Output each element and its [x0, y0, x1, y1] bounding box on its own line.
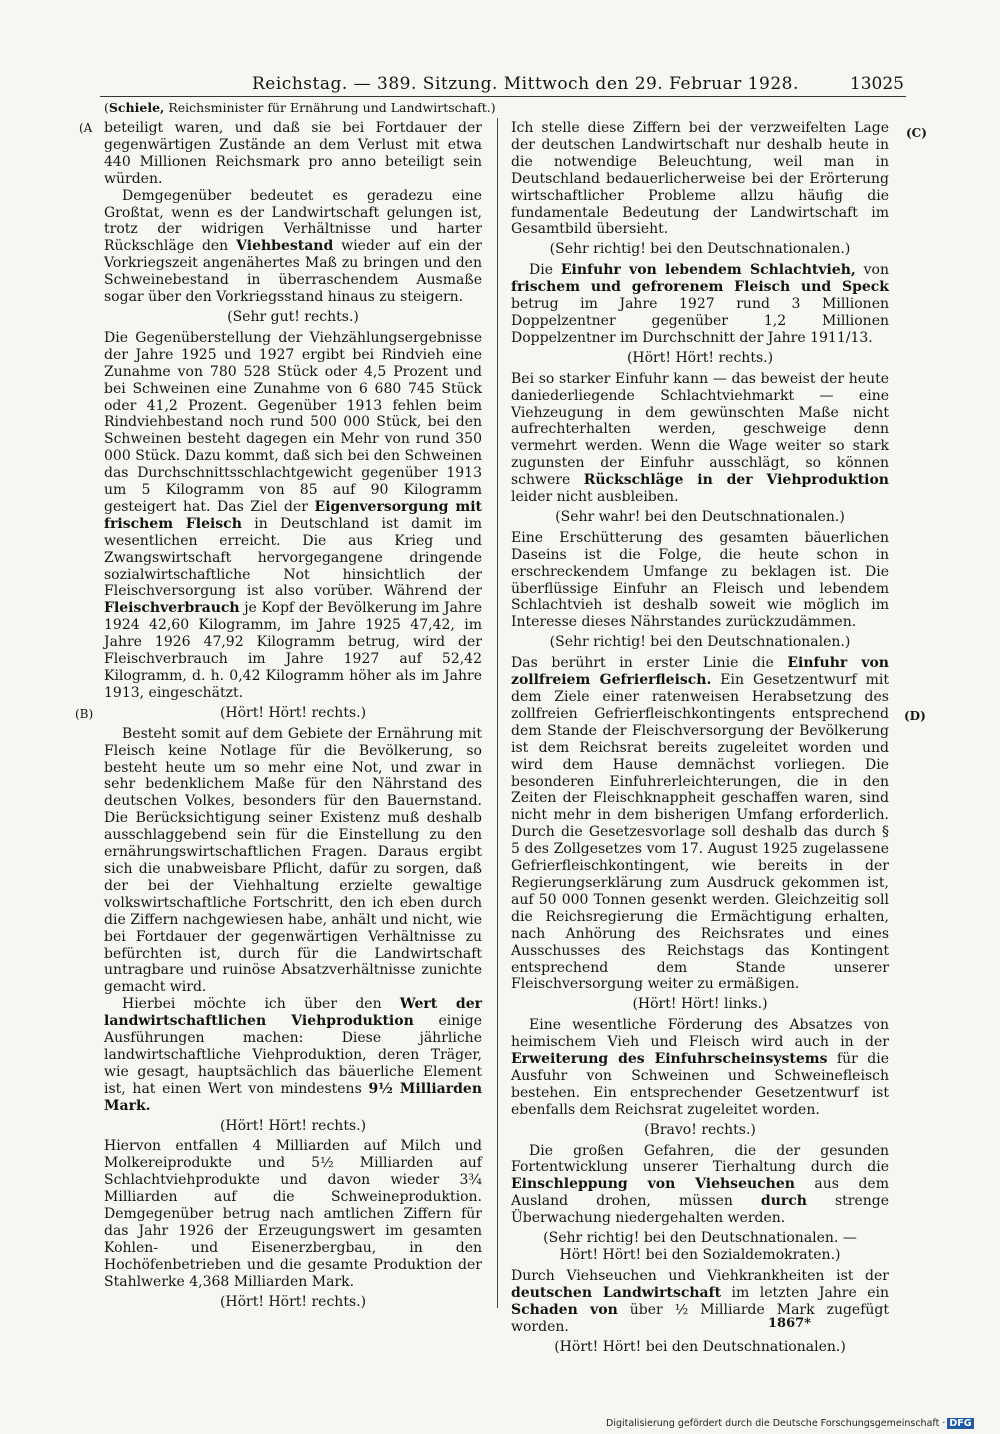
- page-header: [92, 74, 904, 96]
- interjection: (Sehr richtig! bei den Deutschnationalen.): [549, 634, 851, 651]
- speaker-line: [104, 100, 496, 115]
- margin-mark-d: (D): [904, 709, 926, 723]
- interjection: (Hört! Hört! rechts.): [219, 1117, 367, 1134]
- paragraph: Eine Erschütterung des gesamten bäuerlichen Daseins ist die Folge, die heute schon in erschreckendem Umfange zu beklagen ist. Die überflüssige Einfuhr an Fleisch und lebendem Schlachtvieh ist deshalb soweit wie möglich im Interesse dieses Nährstandes zurückzudämmen.: [511, 529, 889, 631]
- paragraph: Durch Viehseuchen und Viehkrankheiten ist der deutschen Landwirtschaft im letzten Jahre ein Schaden von über ½ Milliarde Mark zugefügt worden.: [511, 1267, 889, 1335]
- paragraph: Demgegenüber bedeutet es geradezu eine Großtat, wenn es der Landwirtschaft gelungen ist, trotz der widrigen Verhältnisse und harter Rückschläge den Viehbestand wieder auf ein der Vorkriegszeit angenähertes Maß zu bringen und den Schweinebestand in überraschendem Ausmaße sogar über den Vorkriegsstand hinaus zu steigern.: [104, 187, 482, 306]
- left-column: [104, 120, 482, 1315]
- digitization-credit: [606, 1418, 974, 1429]
- paragraph: beteiligt waren, und daß sie bei Fortdauer der gegenwärtigen Zustände an dem Verlust mit etwa 440 Millionen Reichsmark pro anno beteiligt sein würden.: [104, 120, 482, 187]
- margin-mark-a: (A: [79, 121, 93, 135]
- running-title: Reichstag. — 389. Sitzung. Mittwoch den 29. Februar 1928.: [252, 74, 799, 94]
- dfg-logo: DFG: [949, 1418, 972, 1429]
- paragraph: Besteht somit auf dem Gebiete der Ernährung mit Fleisch keine Notlage für die Bevölkerung, so besteht heute um so mehr eine Not, und zwar in sehr bedenklichem Maße für den Nährstand des deutschen Volkes, besonders für den Bauernstand. Die Berücksichtigung seiner Existenz muß deshalb ausschlaggebend sein für die Einstellung zu den ernährungswirtschaftlichen Fragen. Daraus ergibt sich die unabweisbare Pflicht, dafür zu sorgen, daß der bei der Viehhaltung erzielte gewaltige volkswirtschaftliche Fortschritt, den ich eben durch die Ziffern nachgewiesen habe, anhält und nicht, wie bei Fortdauer der gegenwärtigen Verhältnisse zu befürchten ist, durch für die Landwirtschaft untragbare und ruinöse Absatzverhältnisse zunichte gemacht wird.: [104, 725, 482, 996]
- paragraph: Bei so starker Einfuhr kann — das beweist der heute daniederliegende Schlachtviehmarkt — eine Viehzeugung in dem gewünschten Maße nicht aufrechterhalten werden, geschweige denn vermehrt werden. Wenn die Wage weiter so stark zugunsten der Einfuhr ausschlägt, so können schwere Rückschläge in der Viehproduktion leider nicht ausbleiben.: [511, 370, 889, 506]
- header-rule: [100, 96, 906, 97]
- interjection: (Hört! Hört! rechts.): [219, 704, 367, 721]
- interjection: (Bravo! rechts.): [644, 1121, 756, 1138]
- speaker-name: Schiele,: [108, 100, 165, 115]
- interjection: (Hört! Hört! bei den Deutschnationalen.): [554, 1338, 846, 1355]
- speaker-role: Reichsminister für Ernährung und Landwirtschaft.): [168, 100, 496, 115]
- margin-mark-c: (C): [906, 126, 927, 140]
- paragraph: Die großen Gefahren, die der gesunden Fortentwicklung unserer Tierhaltung durch die Einschleppung von Viehseuchen aus dem Ausland drohen, müssen durch strenge Überwachung niedergehalten werden.: [511, 1142, 889, 1227]
- interjection: (Sehr richtig! bei den Deutschnationalen. —: [543, 1230, 857, 1247]
- column-divider: [497, 118, 498, 1308]
- credit-text: Digitalisierung gefördert durch die Deutsche Forschungsgemeinschaft ·: [606, 1418, 946, 1429]
- interjection: Hört! Hört! bei den Sozialdemokraten.): [559, 1247, 841, 1263]
- interjection: (Hört! Hört! rechts.): [626, 349, 774, 366]
- speaker-open-paren: (: [104, 100, 109, 115]
- interjection: (Sehr richtig! bei den Deutschnationalen.): [549, 241, 851, 258]
- paragraph: Hierbei möchte ich über den Wert der landwirtschaftlichen Viehproduktion einige Ausführungen machen: Diese jährliche landwirtschaftliche Viehproduktion, deren Träger, wie gesagt, hauptsächlich das bäuerliche Element ist, hat einen Wert von mindestens 9½ Milliarden Mark.: [104, 996, 482, 1114]
- paragraph: Die Gegenüberstellung der Viehzählungsergebnisse der Jahre 1925 und 1927 ergibt bei Rindvieh eine Zunahme von 780 528 Stück oder 4,5 Prozent und bei Schweinen eine Zunahme von 6 680 745 Stück oder 41,2 Prozent. Gegenüber 1913 fehlen beim Rindviehbestand noch rund 500 000 Stück, bei den Schweinen besteht dagegen ein Mehr von rund 350 000 Stück. Dazu kommt, daß sich bei den Schweinen das Durchschnittsschlachtgewicht gegenüber 1913 um 5 Kilogramm von 85 auf 90 Kilogramm gesteigert hat. Das Ziel der Eigenversorgung mit frischem Fleisch in Deutschland ist damit im wesentlichen erreicht. Die aus Krieg und Zwangswirtschaft hervorgegangene dringende sozialwirtschaftliche Not hinsichtlich der Fleischversorgung ist also vorüber. Während der Fleischverbrauch je Kopf der Bevölkerung im Jahre 1924 42,60 Kilogramm, im Jahre 1925 47,42, im Jahre 1926 47,92 Kilogramm betrug, wird der Fleischverbrauch im Jahre 1927 auf 52,42 Kilogramm, d. h. 0,42 Kilogramm höher als im Jahre 1913, eingeschätzt.: [104, 329, 482, 701]
- interjection: (Hört! Hört! rechts.): [219, 1293, 367, 1310]
- paragraph: Ich stelle diese Ziffern bei der verzweifelten Lage der deutschen Landwirtschaft nur deshalb heute in die notwendige Beleuchtung, weil man in Deutschland bedauerlicherweise bei der Erörterung wirtschaftlicher Probleme allzu häufig die fundamentale Bedeutung der Landwirtschaft im Gesamtbild übersieht.: [511, 120, 889, 238]
- interjection: (Hört! Hört! links.): [632, 996, 768, 1013]
- page-number: 13025: [849, 74, 904, 94]
- paragraph: Das berührt in erster Linie die Einfuhr von zollfreiem Gefrierfleisch. Ein Gesetzentwurf mit dem Ziele einer ratenweisen Herabsetzung des zollfreien Gefrierfleischkontingents entsprechend dem Stande der Fleischversorgung der Bevölkerung ist dem Reichsrat bereits zugeleitet worden und wird dem Hause demnächst vorliegen. Die besonderen Einfuhrerleichterungen, die in den Zeiten der Fleischknappheit geschaffen waren, sind nicht mehr in dem bisherigen Umfang erforderlich. Durch die Gesetzesvorlage soll deshalb das durch § 5 des Zollgesetzes vom 17. August 1925 zugelassene Gefrierfleischkontingent, wie bereits in der Regierungserklärung zum Ausdruck gekommen ist, auf 50 000 Tonnen gesenkt werden. Gleichzeitig soll die Reichsregierung die Ermächtigung erhalten, nach Anhörung des Reichsrates und eines Ausschusses des Reichstags das Kontingent entsprechend dem Stande unserer Fleischversorgung weiter zu ermäßigen.: [511, 655, 889, 993]
- paragraph: Eine wesentliche Förderung des Absatzes von heimischem Vieh und Fleisch wird auch in der Erweiterung des Einfuhrscheinsystems für die Ausfuhr von Schweinen und Schweinefleisch bestehen. Ein entsprechender Gesetzentwurf ist ebenfalls dem Reichsrat zugeleitet worden.: [511, 1017, 889, 1118]
- right-column: [511, 120, 889, 1359]
- paragraph: Hiervon entfallen 4 Milliarden auf Milch und Molkereiprodukte und 5½ Milliarden auf Schlachtviehprodukte und davon wieder 3¾ Milliarden auf die Schweineproduktion. Demgegenüber betrug nach amtlichen Ziffern für das Jahr 1926 der Erzeugungswert im gesamten Kohlen- und Eisenerzbergbau, in den Hochöfenbetrieben und die gesamte Produktion der Stahlwerke 4,368 Milliarden Mark.: [104, 1138, 482, 1290]
- paragraph: Die Einfuhr von lebendem Schlachtvieh, von frischem und gefrorenem Fleisch und Speck betrug im Jahre 1927 rund 3 Millionen Doppelzentner gegenüber 1,2 Millionen Doppelzentner im Durchschnitt der Jahre 1911/13.: [511, 262, 890, 346]
- interjection: (Sehr wahr! bei den Deutschnationalen.): [555, 508, 845, 525]
- margin-mark-b: (B): [75, 707, 94, 721]
- signature-mark: 1867*: [768, 1316, 811, 1331]
- interjection: (Sehr gut! rechts.): [227, 308, 359, 325]
